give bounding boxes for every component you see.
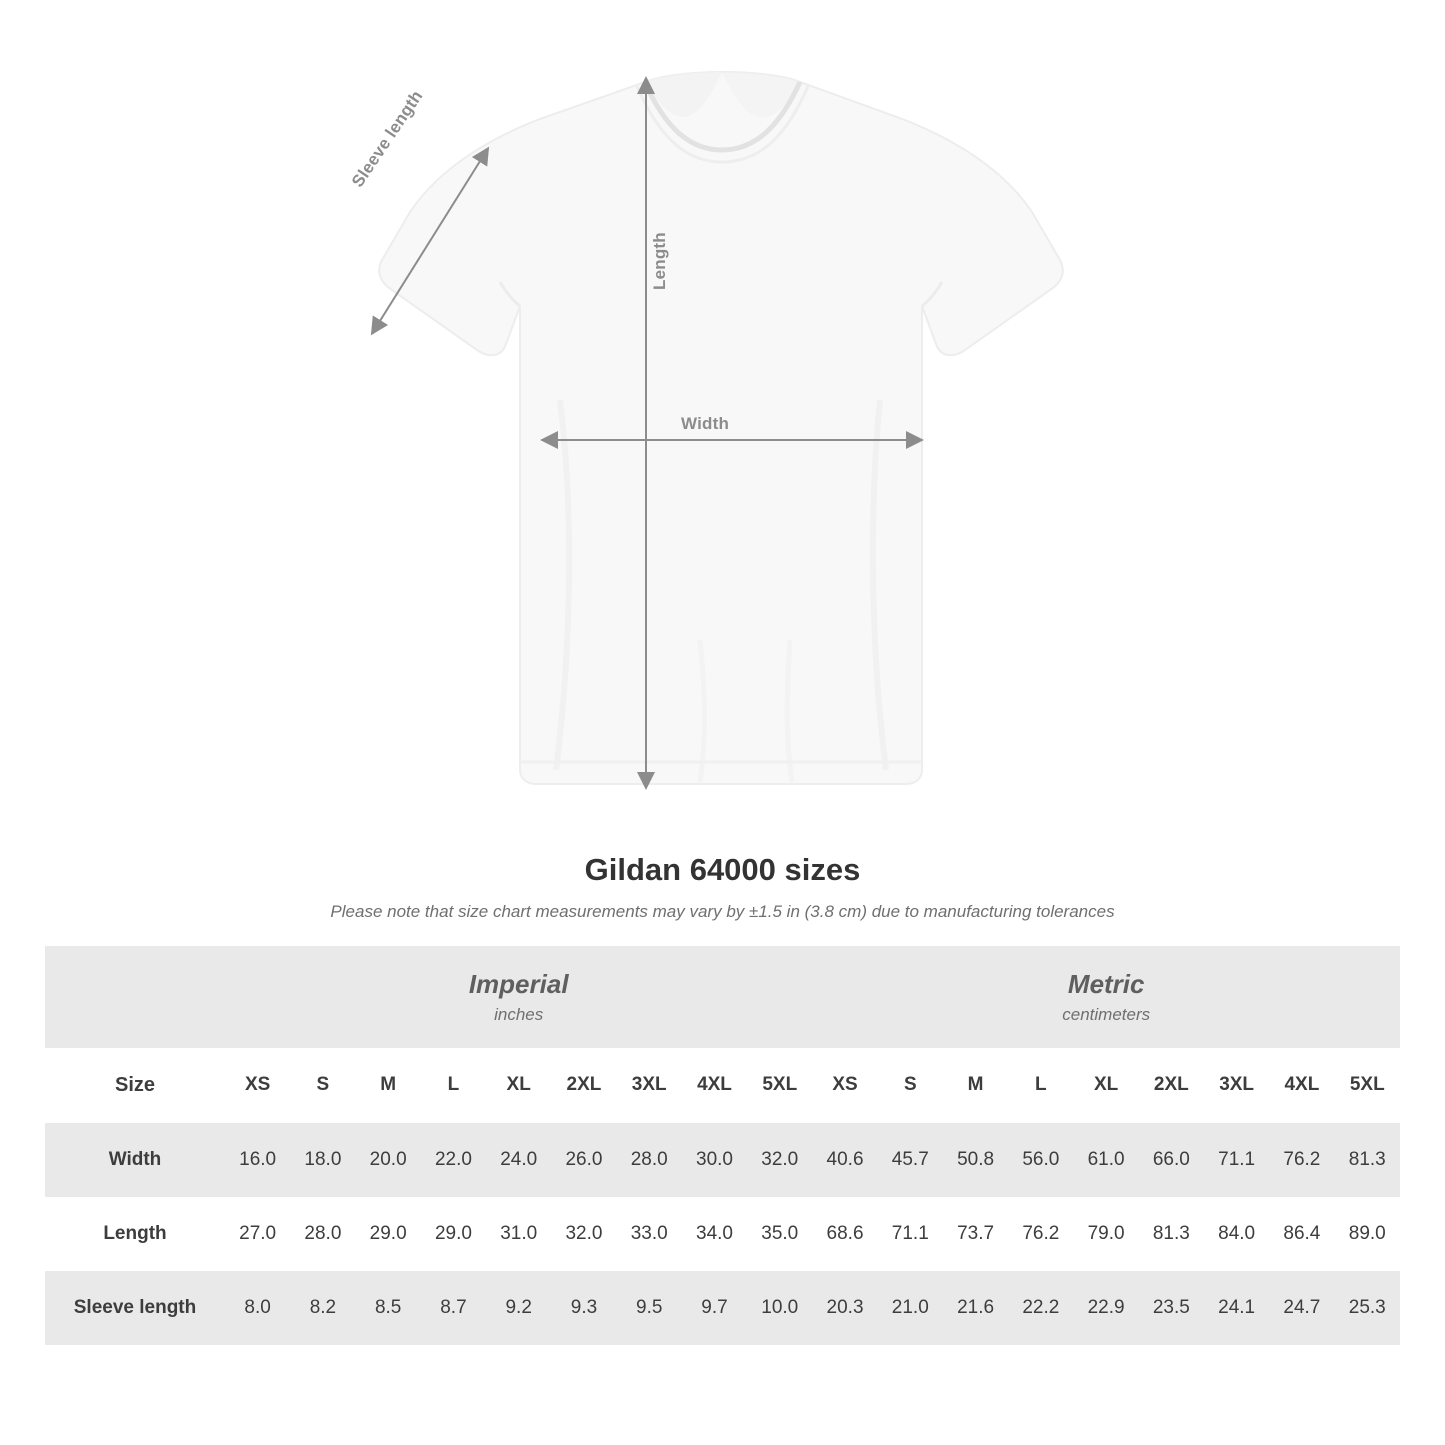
sleeve-val-4: 9.2 xyxy=(486,1271,551,1345)
sleeve-val-2: 8.5 xyxy=(356,1271,421,1345)
length-val-15: 84.0 xyxy=(1204,1197,1269,1271)
size-header-row xyxy=(45,1048,1400,1123)
sleeve-val-14: 23.5 xyxy=(1139,1271,1204,1345)
length-val-2: 29.0 xyxy=(356,1197,421,1271)
row-label-length: Length xyxy=(45,1197,225,1271)
title-block xyxy=(0,852,1445,922)
tolerance-note: Please note that size chart measurements may vary by ±1.5 in (3.8 cm) due to manufacturing tolerances xyxy=(330,902,1115,921)
size-col-11: M xyxy=(943,1048,1008,1123)
width-val-10: 45.7 xyxy=(878,1123,943,1197)
sleeve-val-10: 21.0 xyxy=(878,1271,943,1345)
width-val-7: 30.0 xyxy=(682,1123,747,1197)
size-col-3: L xyxy=(421,1048,486,1123)
length-val-3: 29.0 xyxy=(421,1197,486,1271)
sleeve-val-11: 21.6 xyxy=(943,1271,1008,1345)
width-val-12: 56.0 xyxy=(1008,1123,1073,1197)
sleeve-val-12: 22.2 xyxy=(1008,1271,1073,1345)
unit-row-spacer xyxy=(45,946,225,1048)
length-val-9: 68.6 xyxy=(812,1197,877,1271)
width-val-11: 50.8 xyxy=(943,1123,1008,1197)
width-val-0: 16.0 xyxy=(225,1123,290,1197)
row-header-size: Size xyxy=(45,1048,225,1123)
table-row-width xyxy=(45,1123,1400,1197)
unit-header-row xyxy=(45,946,1400,1048)
width-val-3: 22.0 xyxy=(421,1123,486,1197)
width-val-8: 32.0 xyxy=(747,1123,812,1197)
width-val-15: 71.1 xyxy=(1204,1123,1269,1197)
length-val-16: 86.4 xyxy=(1269,1197,1334,1271)
length-label: Length xyxy=(650,232,669,290)
width-val-17: 81.3 xyxy=(1335,1123,1400,1197)
size-col-8: 5XL xyxy=(747,1048,812,1123)
width-val-9: 40.6 xyxy=(812,1123,877,1197)
length-val-13: 79.0 xyxy=(1073,1197,1138,1271)
length-val-5: 32.0 xyxy=(551,1197,616,1271)
length-val-11: 73.7 xyxy=(943,1197,1008,1271)
size-col-16: 4XL xyxy=(1269,1048,1334,1123)
sleeve-val-3: 8.7 xyxy=(421,1271,486,1345)
unit-sub-metric: centimeters xyxy=(1062,1004,1151,1024)
size-col-14: 2XL xyxy=(1139,1048,1204,1123)
length-val-8: 35.0 xyxy=(747,1197,812,1271)
width-val-1: 18.0 xyxy=(290,1123,355,1197)
length-val-6: 33.0 xyxy=(617,1197,682,1271)
size-col-7: 4XL xyxy=(682,1048,747,1123)
width-val-4: 24.0 xyxy=(486,1123,551,1197)
width-val-14: 66.0 xyxy=(1139,1123,1204,1197)
unit-group-imperial xyxy=(225,946,812,1048)
row-label-sleeve-length: Sleeve length xyxy=(45,1271,225,1345)
width-val-6: 28.0 xyxy=(617,1123,682,1197)
unit-name-imperial: Imperial xyxy=(468,969,569,999)
size-table xyxy=(45,946,1400,1345)
sleeve-length-label: Sleeve length xyxy=(348,86,427,191)
size-col-17: 5XL xyxy=(1335,1048,1400,1123)
size-col-13: XL xyxy=(1073,1048,1138,1123)
unit-sub-imperial: inches xyxy=(494,1004,544,1024)
sleeve-val-17: 25.3 xyxy=(1335,1271,1400,1345)
width-val-13: 61.0 xyxy=(1073,1123,1138,1197)
size-col-6: 3XL xyxy=(617,1048,682,1123)
size-table-wrapper xyxy=(45,946,1400,1345)
length-val-1: 28.0 xyxy=(290,1197,355,1271)
sleeve-val-13: 22.9 xyxy=(1073,1271,1138,1345)
width-val-5: 26.0 xyxy=(551,1123,616,1197)
sleeve-val-1: 8.2 xyxy=(290,1271,355,1345)
sleeve-val-0: 8.0 xyxy=(225,1271,290,1345)
size-col-2: M xyxy=(356,1048,421,1123)
size-col-15: 3XL xyxy=(1204,1048,1269,1123)
length-val-0: 27.0 xyxy=(225,1197,290,1271)
sleeve-val-15: 24.1 xyxy=(1204,1271,1269,1345)
size-col-1: S xyxy=(290,1048,355,1123)
size-col-9: XS xyxy=(812,1048,877,1123)
width-val-16: 76.2 xyxy=(1269,1123,1334,1197)
width-label: Width xyxy=(681,414,730,433)
sleeve-val-6: 9.5 xyxy=(617,1271,682,1345)
size-col-0: XS xyxy=(225,1048,290,1123)
sleeve-val-5: 9.3 xyxy=(551,1271,616,1345)
sleeve-val-16: 24.7 xyxy=(1269,1271,1334,1345)
size-col-5: 2XL xyxy=(551,1048,616,1123)
sleeve-val-8: 10.0 xyxy=(747,1271,812,1345)
length-val-14: 81.3 xyxy=(1139,1197,1204,1271)
length-val-4: 31.0 xyxy=(486,1197,551,1271)
width-val-2: 20.0 xyxy=(356,1123,421,1197)
unit-name-metric: Metric xyxy=(1067,969,1145,999)
unit-group-metric xyxy=(812,946,1400,1048)
table-row-sleeve-length xyxy=(45,1271,1400,1345)
length-val-7: 34.0 xyxy=(682,1197,747,1271)
size-col-10: S xyxy=(878,1048,943,1123)
row-label-width: Width xyxy=(45,1123,225,1197)
length-val-10: 71.1 xyxy=(878,1197,943,1271)
table-row-length xyxy=(45,1197,1400,1271)
sleeve-val-9: 20.3 xyxy=(812,1271,877,1345)
length-val-17: 89.0 xyxy=(1335,1197,1400,1271)
page-title: Gildan 64000 sizes xyxy=(584,852,861,887)
length-val-12: 76.2 xyxy=(1008,1197,1073,1271)
size-col-12: L xyxy=(1008,1048,1073,1123)
size-col-4: XL xyxy=(486,1048,551,1123)
sleeve-val-7: 9.7 xyxy=(682,1271,747,1345)
